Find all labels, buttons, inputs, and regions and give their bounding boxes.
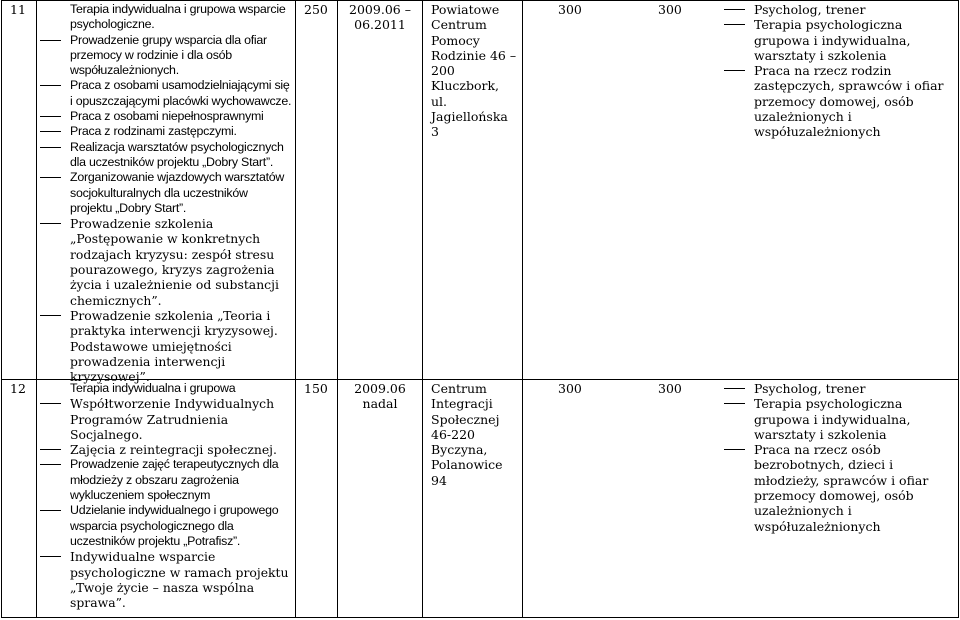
list-item: Zorganizowanie wjazdowych warsztatów socjokulturalnych dla uczestników projektu „Dobry Start”. [40, 170, 292, 216]
dash-bullet-icon [40, 177, 61, 178]
col6-value: 300 [558, 381, 582, 396]
roles-cell [724, 2, 956, 140]
institution-value: Powiatowe Centrum Pomocy Rodzinie 46 – 200 Kluczbork, ul. Jagiellońska 3 [431, 2, 517, 140]
table-bottom-border [1, 617, 959, 618]
roles-cell [724, 381, 956, 534]
dash-bullet-icon [724, 9, 745, 10]
dash-bullet-icon [40, 116, 61, 117]
dash-bullet-icon [40, 510, 61, 511]
table-row [0, 2, 960, 385]
activity-title: Terapia indywidualna i grupowa wsparcie psychologiczne. [70, 2, 286, 32]
hours-value: 250 [304, 2, 328, 17]
dash-bullet-icon [40, 223, 61, 224]
list-item: Realizacja warsztatów psychologicznych dla uczestników projektu „Dobry Start”. [40, 140, 292, 171]
dash-bullet-icon [40, 403, 61, 404]
dash-bullet-icon [724, 403, 745, 404]
list-item: Praca z osobami niepełnosprawnymi [40, 109, 292, 124]
dash-bullet-icon [724, 449, 745, 450]
dash-bullet-icon [40, 464, 61, 465]
period-value: 2009.06 – 06.2011 [349, 2, 411, 33]
role-title: Psycholog, trener [724, 2, 956, 17]
activity-title: Terapia indywidualna i grupowa [70, 381, 236, 395]
col6-value: 300 [558, 2, 582, 17]
institution-value: Centrum Integracji Społecznej 46-220 Byczyna, Polanowice 94 [431, 381, 503, 488]
list-item: Praca z rodzinami zastępczymi. [40, 124, 292, 139]
list-item: Praca na rzecz osób bezrobotnych, dzieci i młodzieży, sprawców i ofiar przemocy domowej, osób uzależnionych i współuzależnionych [724, 442, 956, 534]
list-item: Udzielanie indywidualnego i grupowego wsparcia psychologicznego dla uczestników projektu „Potrafisz”. [40, 503, 292, 549]
activities-cell [40, 2, 292, 384]
list-item: Praca na rzecz rodzin zastępczych, sprawców i ofiar przemocy domowej, osób uzależnionych i współuzależnionych [724, 63, 956, 139]
list-item: Praca z osobami usamodzielniającymi się i opuszczającymi placówki wychowawcze. [40, 78, 292, 109]
list-item: Indywidualne wsparcie psychologiczne w ramach projektu „Twoje życie – nasza wspólna sprawa”. [40, 549, 292, 610]
list-item: Prowadzenie grupy wsparcia dla ofiar przemocy w rodzinie i dla osób współuzależnionych. [40, 33, 292, 79]
list-item: Terapia psychologiczna grupowa i indywidualna, warsztaty i szkolenia [724, 17, 956, 63]
dash-bullet-icon [40, 556, 61, 557]
dash-bullet-icon [724, 24, 745, 25]
period-value: 2009.06 nadal [354, 381, 406, 412]
row-number: 11 [10, 2, 26, 17]
dash-bullet-icon [40, 85, 61, 86]
list-item: Terapia psychologiczna grupowa i indywidualna, warsztaty i szkolenia [724, 396, 956, 442]
row-number: 12 [10, 381, 26, 396]
hours-value: 150 [304, 381, 328, 396]
list-item: Współtworzenie Indywidualnych Programów Zatrudnienia Socjalnego. [40, 396, 292, 442]
dash-bullet-icon [40, 131, 61, 132]
table-top-border [1, 0, 959, 1]
dash-bullet-icon [40, 40, 61, 41]
dash-bullet-icon [724, 70, 745, 71]
list-item: Prowadzenie zajęć terapeutycznych dla młodzieży z obszaru zagrożenia wykluczeniem społecznym [40, 457, 292, 503]
dash-bullet-icon [40, 449, 61, 450]
dash-bullet-icon [40, 147, 61, 148]
col7-value: 300 [658, 381, 682, 396]
role-title: Psycholog, trener [724, 381, 956, 396]
list-item: Prowadzenie szkolenia „Teoria i praktyka interwencji kryzysowej. Podstawowe umiejętności prowadzenia interwencji kryzysowej”. [40, 308, 292, 384]
dash-bullet-icon [40, 315, 61, 316]
col7-value: 300 [658, 2, 682, 17]
dash-bullet-icon [724, 388, 745, 389]
list-item: Prowadzenie szkolenia „Postępowanie w konkretnych rodzajach kryzysu: zespół stresu pourazowego, kryzys zagrożenia życia i uzależnienie od substancji chemicznych”. [40, 216, 292, 308]
activities-cell [40, 381, 292, 610]
table-row [0, 381, 960, 617]
list-item: Zajęcia z reintegracji społecznej. [40, 442, 292, 457]
